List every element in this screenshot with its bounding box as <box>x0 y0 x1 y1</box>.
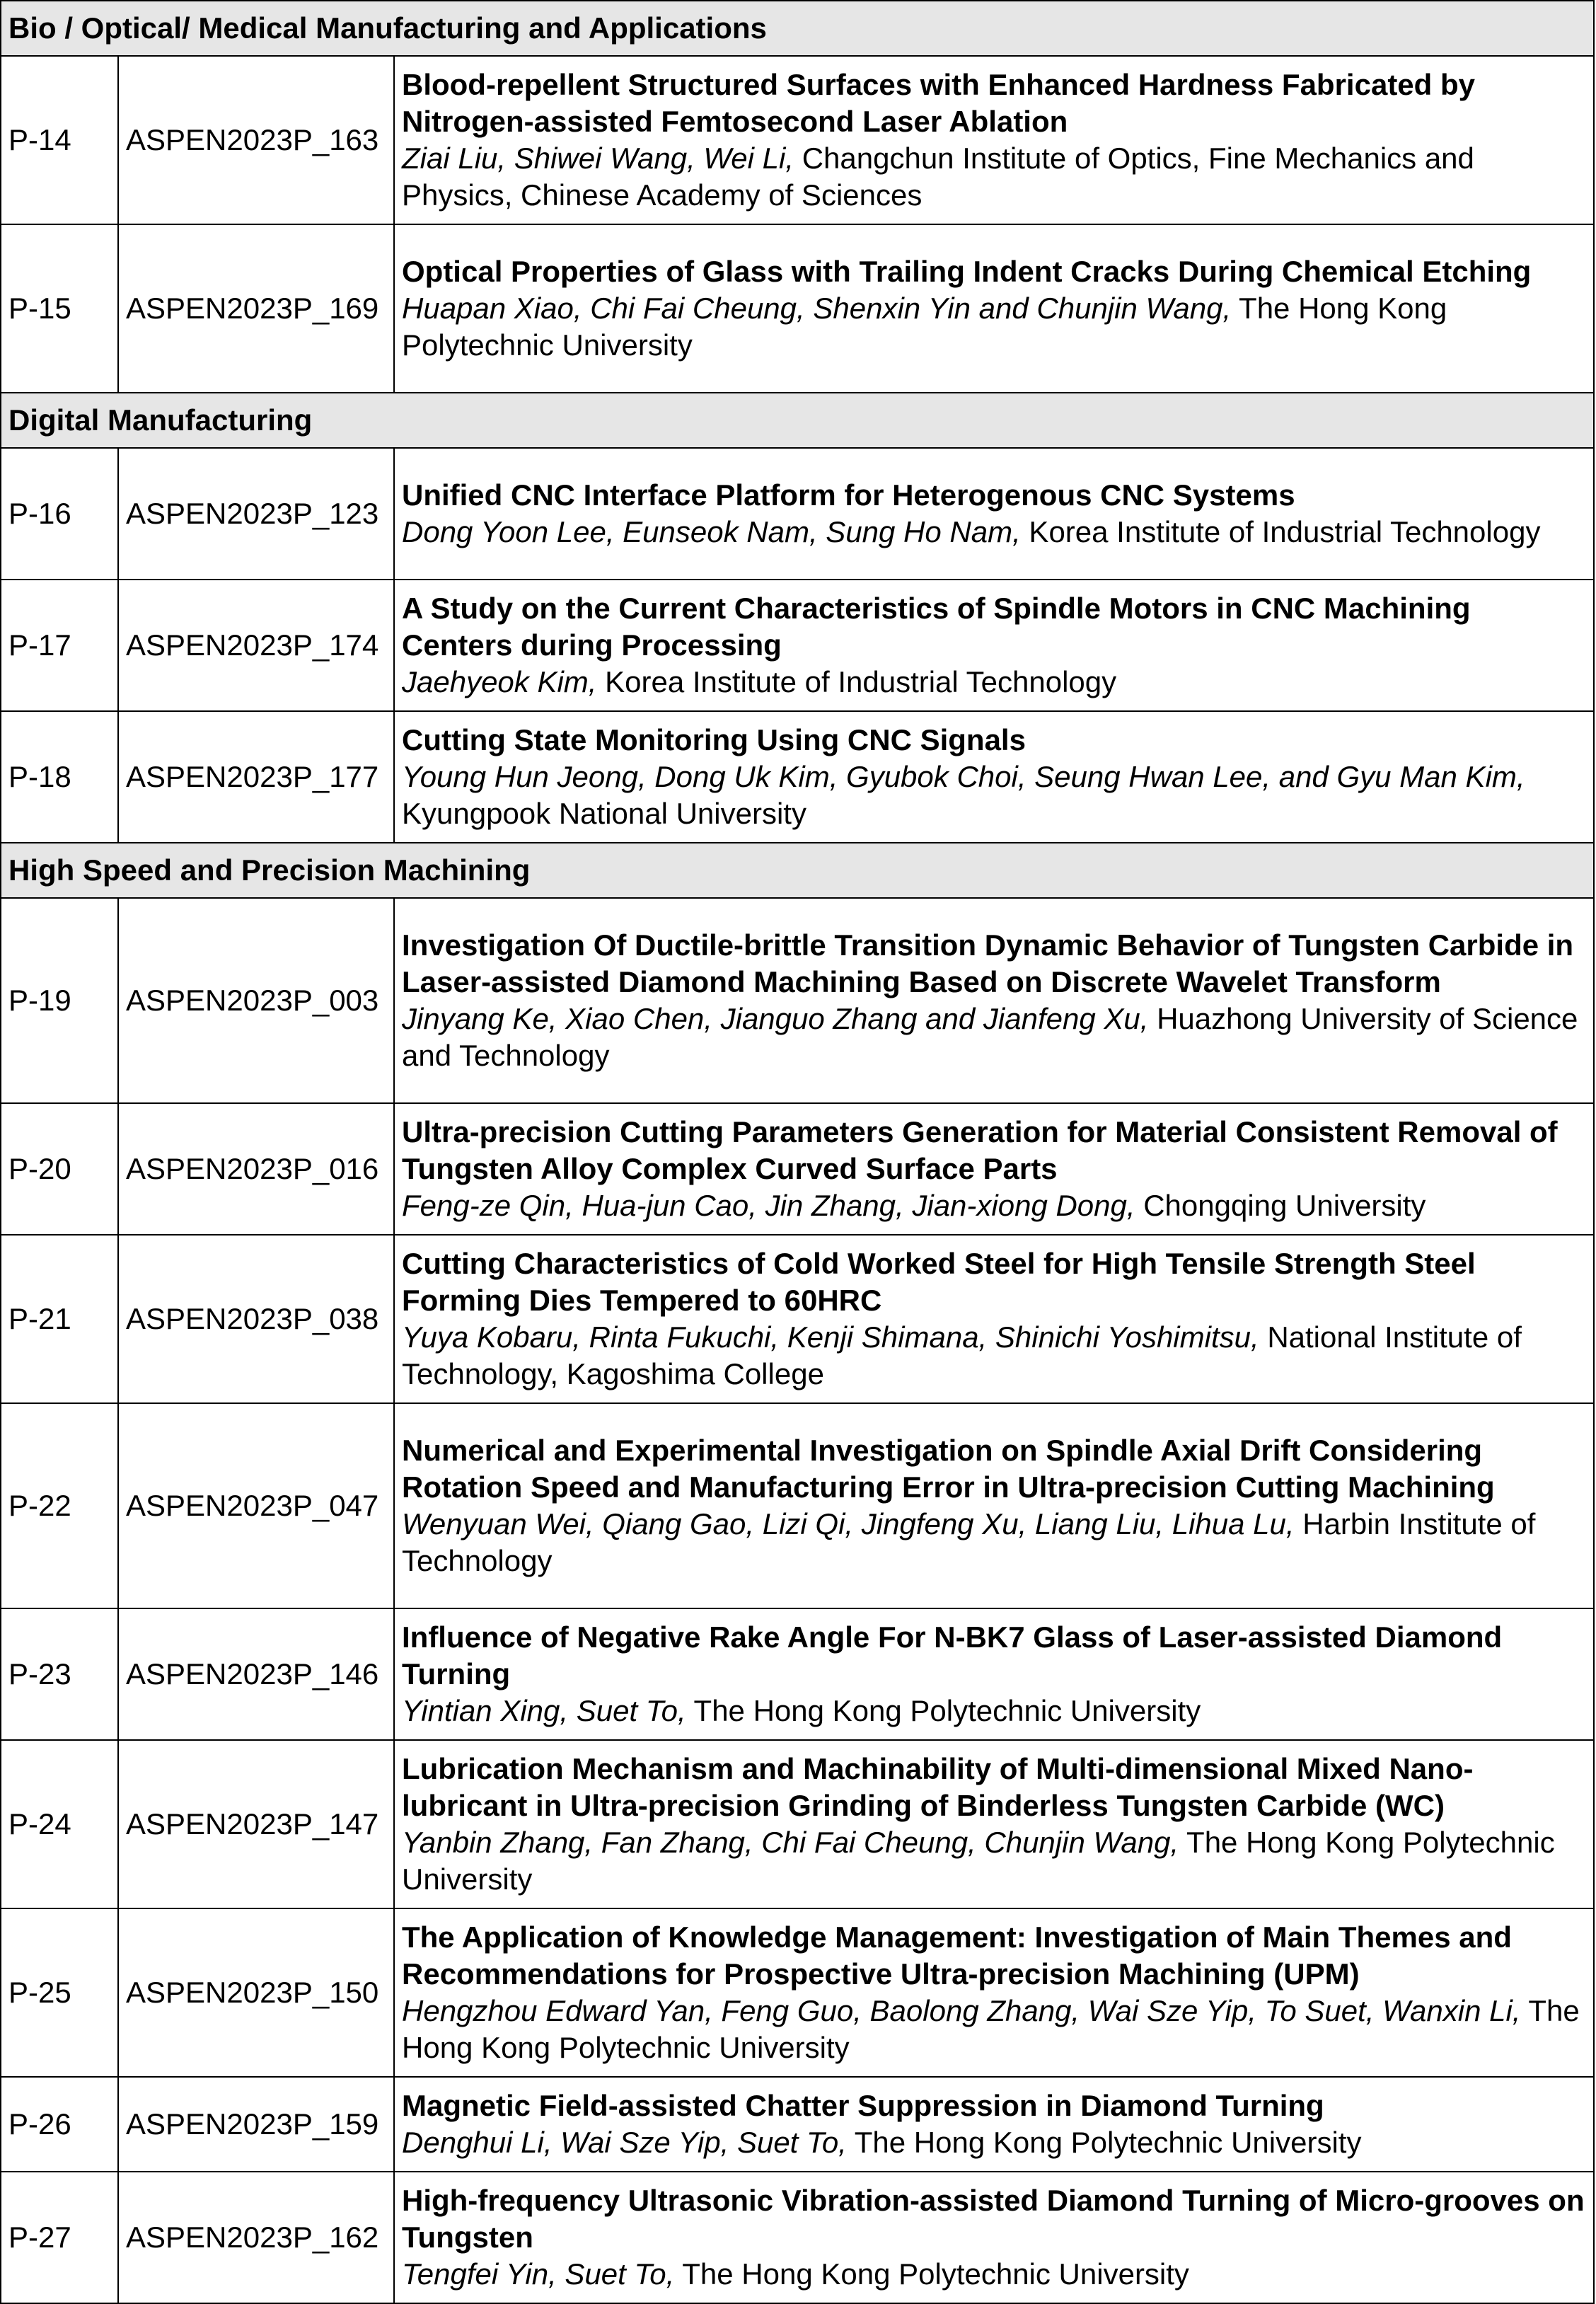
table-body <box>1 1 1594 2303</box>
paper-number: P-26 <box>1 2077 118 2172</box>
paper-authors: Young Hun Jeong, Dong Uk Kim, Gyubok Choi, Seung Hwan Lee, and Gyu Man Kim, <box>402 760 1525 793</box>
paper-authors: Jinyang Ke, Xiao Chen, Jianguo Zhang and Jianfeng Xu, <box>402 1002 1149 1035</box>
paper-number: P-18 <box>1 711 118 843</box>
paper-info <box>394 1908 1594 2077</box>
paper-affiliation: Changchun Institute of Optics, Fine Mechanics and Physics, Chinese Academy of Sciences <box>402 142 1474 212</box>
paper-id: ASPEN2023P_016 <box>118 1103 394 1235</box>
paper-number: P-19 <box>1 898 118 1103</box>
paper-title: Lubrication Mechanism and Machinability of Multi-dimensional Mixed Nano-lubricant in Ultra-precision Grinding of Binderless Tungsten Carbide (WC) <box>402 1752 1474 1822</box>
paper-title: The Application of Knowledge Management: Investigation of Main Themes and Recommendations for Prospective Ultra-precision Machining (UPM) <box>402 1920 1512 1991</box>
paper-affiliation: The Hong Kong Polytechnic University <box>674 2257 1189 2291</box>
paper-affiliation: Korea Institute of Industrial Technology <box>596 665 1117 698</box>
section-title: Digital Manufacturing <box>1 393 1594 448</box>
paper-affiliation: The Hong Kong Polytechnic University <box>402 1826 1555 1896</box>
paper-info <box>394 2172 1594 2303</box>
paper-number: P-22 <box>1 1403 118 1608</box>
paper-affiliation: The Hong Kong Polytechnic University <box>846 2126 1362 2159</box>
authors-line <box>402 140 1588 214</box>
table-row <box>1 580 1594 711</box>
paper-info <box>394 1608 1594 1740</box>
paper-title: A Study on the Current Characteristics of Spindle Motors in CNC Machining Centers during Processing <box>402 592 1471 662</box>
table-row <box>1 224 1594 393</box>
paper-affiliation: The Hong Kong Polytechnic University <box>402 292 1447 362</box>
paper-info <box>394 580 1594 711</box>
authors-line <box>402 1824 1588 1898</box>
paper-number: P-24 <box>1 1740 118 1908</box>
paper-id: ASPEN2023P_146 <box>118 1608 394 1740</box>
table-row <box>1 1403 1594 1608</box>
authors-line <box>402 1187 1588 1224</box>
table-row <box>1 2077 1594 2172</box>
authors-line <box>402 1993 1588 2066</box>
paper-title: Cutting State Monitoring Using CNC Signals <box>402 723 1026 756</box>
section-header-row <box>1 1 1594 56</box>
paper-affiliation: Chongqing University <box>1135 1189 1426 1222</box>
table-row <box>1 56 1594 224</box>
table-row <box>1 448 1594 580</box>
paper-info <box>394 1235 1594 1403</box>
paper-affiliation: The Hong Kong Polytechnic University <box>686 1694 1201 1727</box>
paper-affiliation: Korea Institute of Industrial Technology <box>1020 515 1541 548</box>
paper-title: Blood-repellent Structured Surfaces with Enhanced Hardness Fabricated by Nitrogen-assisted Femtosecond Laser Ablation <box>402 68 1476 138</box>
table-row <box>1 2172 1594 2303</box>
authors-line <box>402 1001 1588 1074</box>
table-row <box>1 1908 1594 2077</box>
paper-title: Investigation Of Ductile-brittle Transition Dynamic Behavior of Tungsten Carbide in Laser-assisted Diamond Machining Based on Discrete Wavelet Transform <box>402 928 1574 998</box>
paper-title: Cutting Characteristics of Cold Worked Steel for High Tensile Strength Steel Forming Dies Tempered to 60HRC <box>402 1247 1476 1317</box>
paper-title: Numerical and Experimental Investigation on Spindle Axial Drift Considering Rotation Speed and Manufacturing Error in Ultra-precision Cutting Machining <box>402 1434 1495 1504</box>
paper-authors: Jaehyeok Kim, <box>402 665 597 698</box>
paper-info <box>394 711 1594 843</box>
paper-authors: Yuya Kobaru, Rinta Fukuchi, Kenji Shimana, Shinichi Yoshimitsu, <box>402 1320 1259 1354</box>
paper-id: ASPEN2023P_147 <box>118 1740 394 1908</box>
paper-authors: Hengzhou Edward Yan, Feng Guo, Baolong Zhang, Wai Sze Yip, To Suet, Wanxin Li, <box>402 1994 1521 2027</box>
paper-info <box>394 1103 1594 1235</box>
paper-id: ASPEN2023P_123 <box>118 448 394 580</box>
table-row <box>1 1740 1594 1908</box>
paper-authors: Tengfei Yin, Suet To, <box>402 2257 675 2291</box>
table-row <box>1 1235 1594 1403</box>
authors-line <box>402 290 1588 364</box>
paper-affiliation: Huazhong University of Science and Technology <box>402 1002 1578 1072</box>
paper-authors: Dong Yoon Lee, Eunseok Nam, Sung Ho Nam, <box>402 515 1021 548</box>
paper-affiliation: Kyungpook National University <box>402 797 806 830</box>
paper-number: P-20 <box>1 1103 118 1235</box>
paper-id: ASPEN2023P_174 <box>118 580 394 711</box>
paper-id: ASPEN2023P_159 <box>118 2077 394 2172</box>
paper-info <box>394 898 1594 1103</box>
paper-id: ASPEN2023P_162 <box>118 2172 394 2303</box>
paper-info <box>394 224 1594 393</box>
table-row <box>1 1103 1594 1235</box>
authors-line <box>402 2124 1588 2161</box>
paper-id: ASPEN2023P_038 <box>118 1235 394 1403</box>
paper-number: P-17 <box>1 580 118 711</box>
paper-authors: Huapan Xiao, Chi Fai Cheung, Shenxin Yin and Chunjin Wang, <box>402 292 1232 325</box>
paper-authors: Yintian Xing, Suet To, <box>402 1694 686 1727</box>
paper-authors: Ziai Liu, Shiwei Wang, Wei Li, <box>402 142 794 175</box>
paper-id: ASPEN2023P_177 <box>118 711 394 843</box>
table-row <box>1 1608 1594 1740</box>
paper-title: Optical Properties of Glass with Trailing Indent Cracks During Chemical Etching <box>402 255 1532 288</box>
paper-authors: Yanbin Zhang, Fan Zhang, Chi Fai Cheung, Chunjin Wang, <box>402 1826 1179 1859</box>
paper-authors: Feng-ze Qin, Hua-jun Cao, Jin Zhang, Jian-xiong Dong, <box>402 1189 1135 1222</box>
paper-affiliation: National Institute of Technology, Kagoshima College <box>402 1320 1522 1390</box>
paper-authors: Wenyuan Wei, Qiang Gao, Lizi Qi, Jingfeng Xu, Liang Liu, Lihua Lu, <box>402 1507 1295 1540</box>
table-row <box>1 898 1594 1103</box>
paper-title: Ultra-precision Cutting Parameters Generation for Material Consistent Removal of Tungsten Alloy Complex Curved Surface Parts <box>402 1115 1558 1185</box>
paper-authors: Denghui Li, Wai Sze Yip, Suet To, <box>402 2126 847 2159</box>
paper-title: Unified CNC Interface Platform for Heterogenous CNC Systems <box>402 478 1295 512</box>
authors-line <box>402 759 1588 832</box>
authors-line <box>402 1319 1588 1393</box>
paper-id: ASPEN2023P_169 <box>118 224 394 393</box>
paper-info <box>394 1403 1594 1608</box>
paper-number: P-14 <box>1 56 118 224</box>
paper-number: P-21 <box>1 1235 118 1403</box>
authors-line <box>402 1506 1588 1579</box>
authors-line <box>402 514 1588 551</box>
paper-affiliation: The Hong Kong Polytechnic University <box>402 1994 1580 2064</box>
paper-number: P-16 <box>1 448 118 580</box>
paper-info <box>394 1740 1594 1908</box>
paper-id: ASPEN2023P_003 <box>118 898 394 1103</box>
paper-id: ASPEN2023P_163 <box>118 56 394 224</box>
section-header-row <box>1 843 1594 898</box>
paper-number: P-27 <box>1 2172 118 2303</box>
authors-line <box>402 664 1588 701</box>
paper-id: ASPEN2023P_150 <box>118 1908 394 2077</box>
paper-title: Influence of Negative Rake Angle For N-BK7 Glass of Laser-assisted Diamond Turning <box>402 1620 1503 1690</box>
paper-number: P-23 <box>1 1608 118 1740</box>
authors-line <box>402 1693 1588 1729</box>
paper-id: ASPEN2023P_047 <box>118 1403 394 1608</box>
paper-number: P-25 <box>1 1908 118 2077</box>
table-row <box>1 711 1594 843</box>
paper-title: High-frequency Ultrasonic Vibration-assisted Diamond Turning of Micro-grooves on Tungsten <box>402 2184 1585 2254</box>
section-header-row <box>1 393 1594 448</box>
section-title: High Speed and Precision Machining <box>1 843 1594 898</box>
paper-info <box>394 56 1594 224</box>
paper-info <box>394 2077 1594 2172</box>
section-title: Bio / Optical/ Medical Manufacturing and Applications <box>1 1 1594 56</box>
paper-number: P-15 <box>1 224 118 393</box>
authors-line <box>402 2256 1588 2293</box>
paper-info <box>394 448 1594 580</box>
paper-title: Magnetic Field-assisted Chatter Suppression in Diamond Turning <box>402 2089 1324 2122</box>
paper-affiliation: Harbin Institute of Technology <box>402 1507 1536 1577</box>
